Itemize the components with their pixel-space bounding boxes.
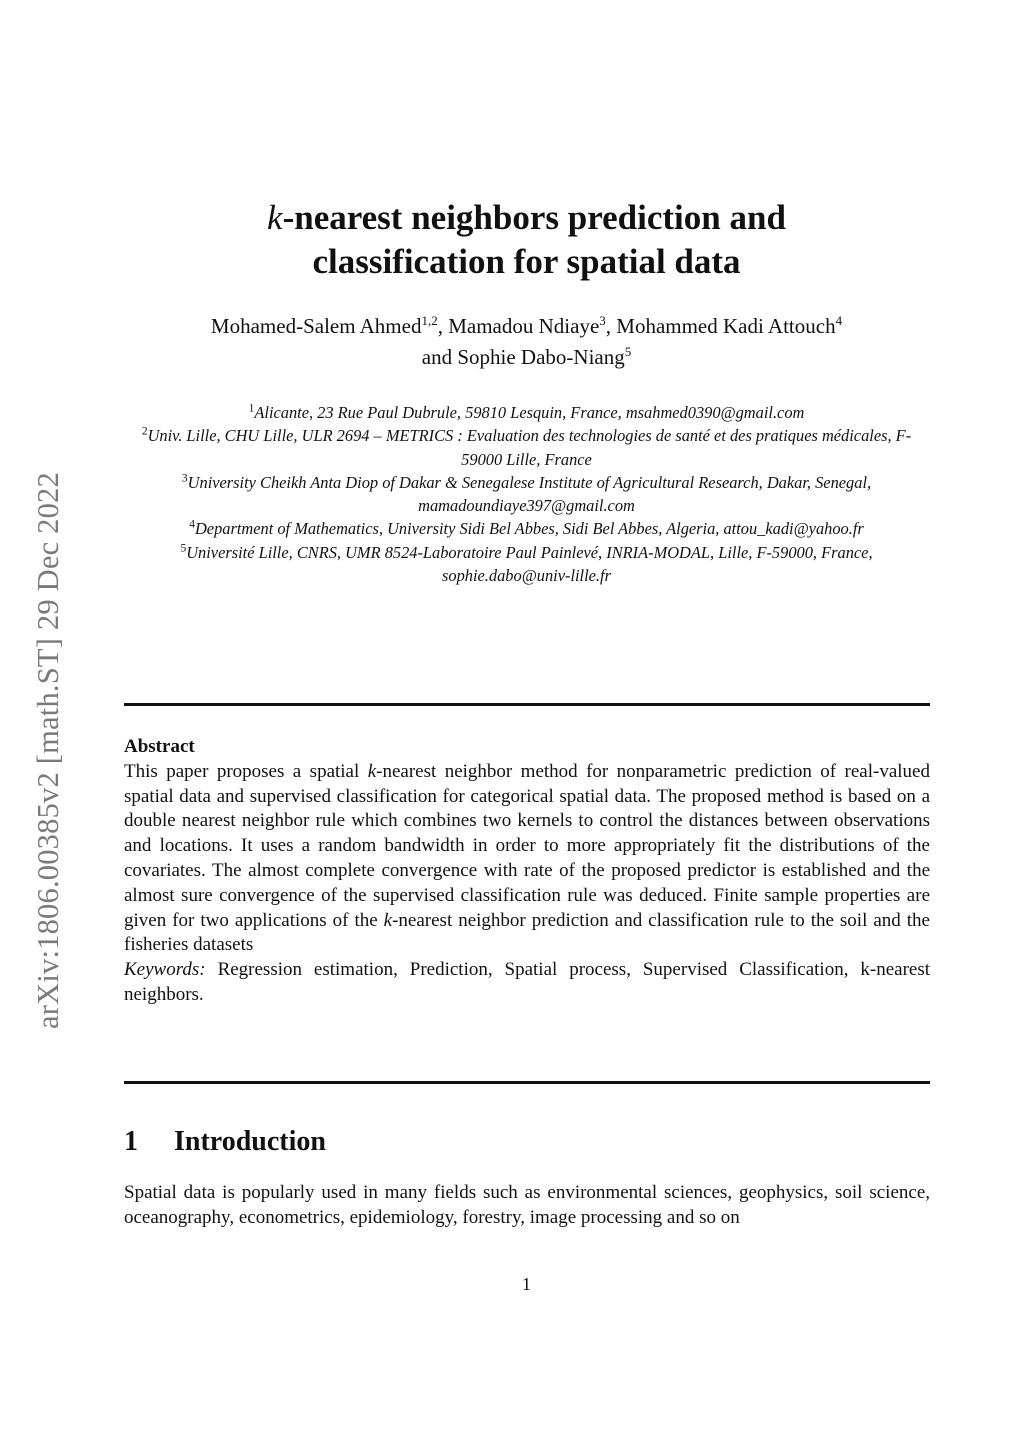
- author-name: Mohamed-Salem Ahmed: [210, 314, 422, 338]
- affiliation-item: [124, 424, 929, 471]
- affiliation-text: Alicante, 23 Rue Paul Dubrule, 59810 Lesquin, France, msahmed0390@gmail.com: [254, 403, 805, 422]
- arxiv-stamp-text: arXiv:1806.00385v2 [math.ST] 29 Dec 2022: [30, 471, 65, 1029]
- abstract-heading: Abstract: [124, 736, 195, 757]
- affiliation-number: 4: [189, 519, 195, 532]
- section-number: 1: [124, 1126, 138, 1157]
- keywords: [124, 958, 930, 1008]
- author-affiliation-mark: 4: [835, 313, 843, 328]
- keywords-text: Regression estimation, Prediction, Spatial process, Supervised Classification, k-nearest neighbors.: [124, 959, 931, 1005]
- affiliation-text: Univ. Lille, CHU Lille, ULR 2694 – METRICS : Evaluation des technologies de santé et des pratiques médicales, F-59000 Lille, France: [147, 426, 912, 469]
- title-k-symbol: k: [267, 198, 283, 237]
- author-affiliation-mark: 5: [624, 344, 632, 359]
- author-name: Mohammed Kadi Attouch: [616, 314, 836, 338]
- abstract-text: This paper proposes a spatial k-nearest neighbor method for nonparametric prediction of real-valued spatial data and supervised classification for categorical spatial data. The proposed method is based on a double nearest neighbor rule which combines two kernels to control the distances between observations and locations. It uses a random bandwidth in order to more appropriately fit the distributions of the covariates. The almost complete convergence with rate of the proposed predictor is established and the almost sure convergence of the supervised classification rule was deduced. Finite sample properties are given for two applications of the k-nearest neighbor prediction and classification rule to the soil and the fisheries datasets: [124, 760, 930, 956]
- author-name: Mamadou Ndiaye: [448, 314, 600, 338]
- affiliation-number: 3: [181, 472, 188, 485]
- title-line-2: classification for spatial data: [312, 242, 741, 281]
- title-line-1: -nearest neighbors prediction and: [282, 198, 786, 237]
- affiliation-number: 5: [180, 542, 187, 555]
- keywords-label: Keywords:: [124, 959, 206, 981]
- affiliation-list: [124, 401, 929, 587]
- abstract-block: [124, 735, 930, 1008]
- affiliation-item: [124, 471, 929, 518]
- section-title: Introduction: [174, 1126, 326, 1157]
- affiliation-text: Department of Mathematics, University Sidi Bel Abbes, Sidi Bel Abbes, Algeria, attou_kadi@yahoo.fr: [194, 519, 864, 539]
- author-list: Mohamed-Salem Ahmed$^{1,2}$, Mamadou Ndiaye$^3$, Mohammed Kadi Attouch$^4$ and Sophie Dabo-Niang$^5$: [210, 313, 843, 369]
- section-heading: [124, 1122, 326, 1162]
- abstract-k-symbol: k: [367, 760, 377, 782]
- arxiv-stamp: [24, 430, 72, 1070]
- author-name: and Sophie Dabo-Niang: [421, 345, 625, 369]
- author-affiliation-mark: 3: [599, 313, 606, 328]
- affiliation-text: Université Lille, CNRS, UMR 8524-Laboratoire Paul Painlevé, INRIA-MODAL, Lille, F-59000, France, sophie.dabo@univ-lille.fr: [186, 542, 873, 586]
- abstract-top-rule: [124, 703, 930, 706]
- affiliation-item: [124, 541, 929, 588]
- affiliation-number: 2: [141, 425, 148, 438]
- intro-paragraph: Spatial data is popularly used in many fields such as environmental sciences, geophysics, soil science, oceanography, econometrics, epidemiology, forestry, image processing and so on: [124, 1182, 930, 1228]
- abstract-k-symbol: k: [383, 909, 393, 931]
- page-number: 1: [522, 1274, 531, 1294]
- paper-title: [124, 196, 929, 284]
- author-affiliation-mark: 1,2: [421, 313, 438, 328]
- affiliation-text: University Cheikh Anta Diop of Dakar & Senegalese Institute of Agricultural Research, Dakar, Senegal, mamadoundiaye397@gmail.com: [187, 472, 872, 516]
- abstract-bottom-rule: [124, 1081, 930, 1084]
- affiliation-item: [124, 517, 929, 540]
- affiliation-item: [124, 401, 929, 424]
- affiliation-number: 1: [248, 402, 255, 415]
